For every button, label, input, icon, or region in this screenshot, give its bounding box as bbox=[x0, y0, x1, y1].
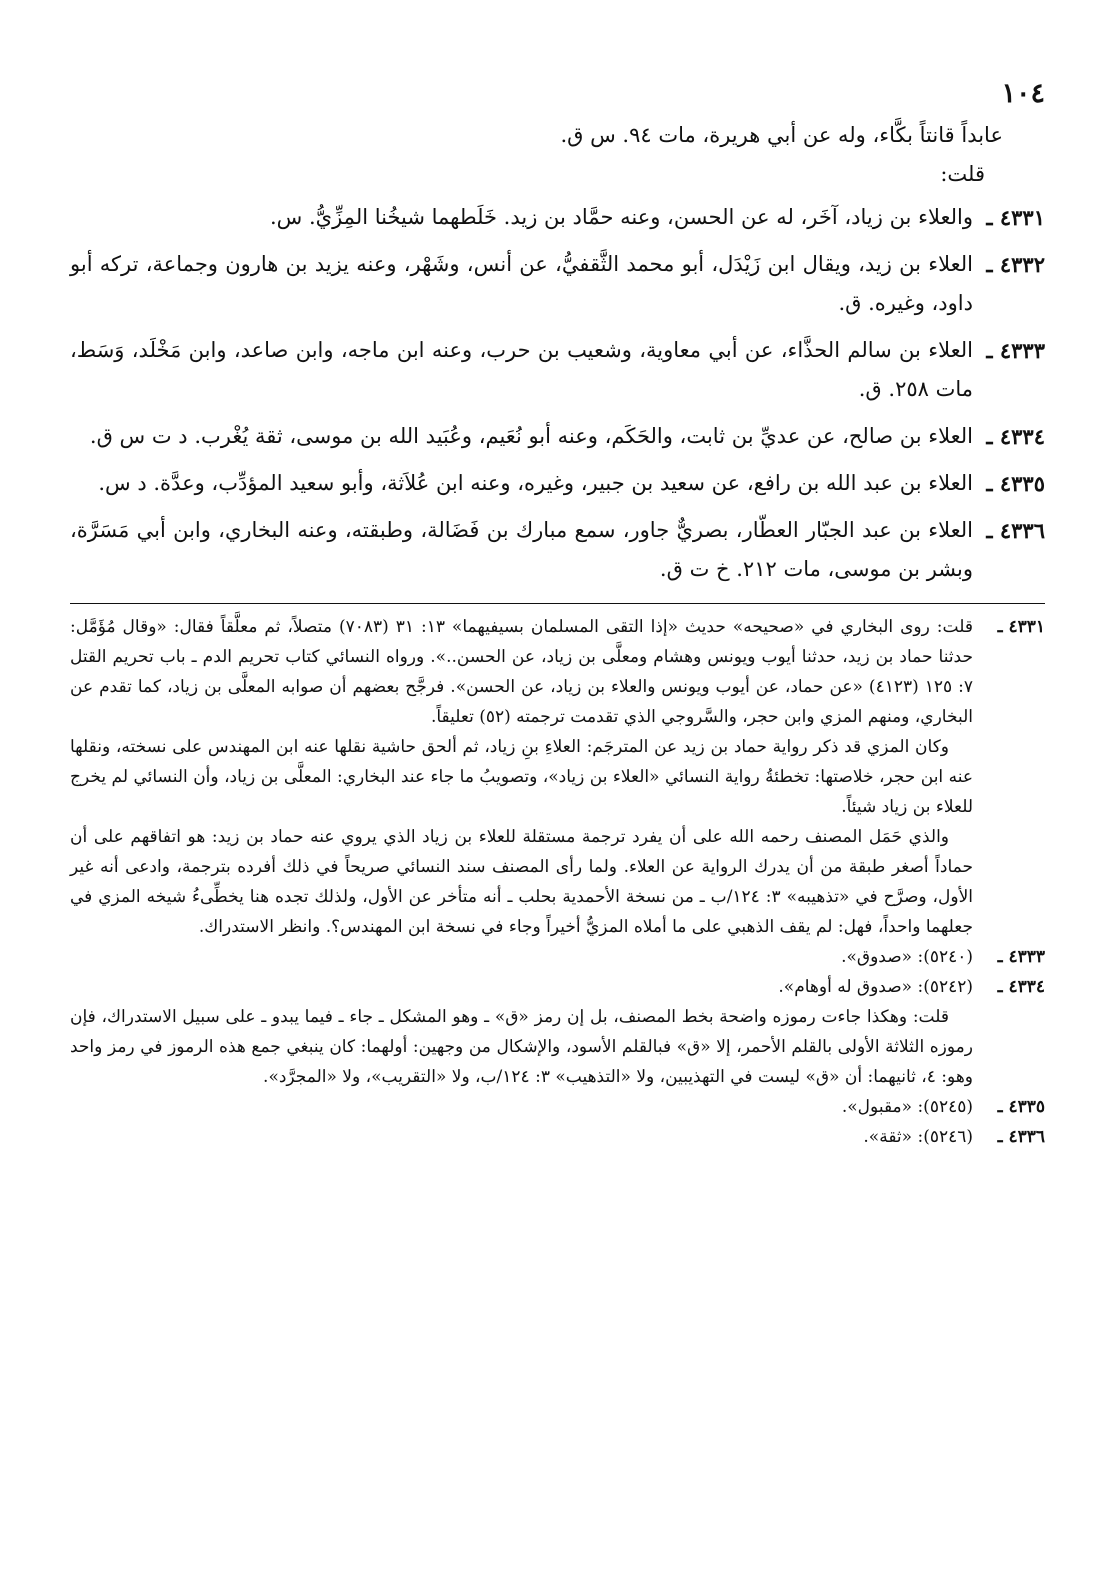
footnote-4335 bbox=[70, 1092, 1045, 1122]
entry-text: العلاء بن عبد الجبّار العطّار، بصريٌّ جاور، سمع مبارك بن فَضَالة، وطبقته، وعنه البخاري، وابن أبي مَسَرَّة، وبشر بن موسى، مات ٢١٢. خ ت ق. bbox=[70, 518, 973, 581]
continuation-text: عابداً قانتاً بكَّاء، وله عن أبي هريرة، مات ٩٤. س ق. bbox=[560, 123, 1003, 147]
footnote-number: ٤٣٣٦ ـ bbox=[975, 1122, 1045, 1152]
footnote-paragraph: (٥٢٤٠): «صدوق». bbox=[841, 947, 973, 967]
footnote-number: ٤٣٣٣ ـ bbox=[975, 942, 1045, 972]
entry-number: ٤٣٣٢ ـ bbox=[975, 245, 1045, 284]
footnote-paragraph: قلت: روى البخاري في «صحيحه» حديث «إذا التقى المسلمان بسيفيهما» ١٣: ٣١ (٧٠٨٣) متصلاً، ثم معلَّقاً فقال: «وقال مُؤَمَّل: حدثنا حماد بن زيد، حدثنا أيوب ويونس وهشام ومعلَّى بن زياد، عن الحسن..». ورواه النسائي كتاب تحريم الدم ـ باب تحريم القتل ٧: ١٢٥ (٤١٢٣) «عن حماد، عن أيوب ويونس والعلاء بن زياد، عن الحسن». فرجَّح بعضهم أن صوابه المعلَّى بن زياد، كما تقدم عن البخاري، ومنهم المزي وابن حجر، والسَّروجي الذي تقدمت ترجمته (٥٢) تعليقاً. bbox=[70, 617, 974, 727]
entry-number: ٤٣٣٤ ـ bbox=[975, 417, 1045, 456]
entry-number: ٤٣٣٣ ـ bbox=[975, 331, 1045, 370]
entry-4336 bbox=[70, 511, 1045, 589]
entry-4333 bbox=[70, 331, 1045, 409]
footnote-paragraph: قلت: وهكذا جاءت رموزه واضحة بخط المصنف، بل إن رمز «ق» ـ وهو المشكل ـ جاء ـ فيما يبدو ـ على سبيل الاستدراك، فإن رموزه الثلاثة الأولى بالقلم الأحمر، إلا «ق» فبالقلم الأسود، والإشكال من وجهين: أولهما: كان ينبغي جمع هذه الرموز في رمز واحد وهو: ٤، ثانيهما: أن «ق» ليست في التهذيبين، ولا «التذهيب» ٣: ١٢٤/ب، ولا «التقريب»، ولا «المجرَّد». bbox=[70, 1007, 973, 1087]
entry-number: ٤٣٣٦ ـ bbox=[975, 511, 1045, 550]
entry-4331 bbox=[70, 198, 1045, 237]
entry-4332 bbox=[70, 245, 1045, 323]
footnote-paragraph: (٥٢٤٦): «ثقة». bbox=[863, 1127, 973, 1147]
entry-4334 bbox=[70, 417, 1045, 456]
entry-text: العلاء بن سالم الحذَّاء، عن أبي معاوية، وشعيب بن حرب، وعنه ابن ماجه، وابن صاعد، وابن مَخْلَد، وَسَط، مات ٢٥٨. ق. bbox=[70, 338, 973, 401]
entry-text: العلاء بن صالح، عن عديِّ بن ثابت، والحَكَم، وعنه أبو نُعَيم، وعُبَيد الله بن موسى، ثقة يُغْرب. د ت س ق. bbox=[89, 424, 973, 448]
footnote-4334 bbox=[70, 972, 1045, 1092]
entry-4335 bbox=[70, 464, 1045, 503]
footnotes bbox=[70, 612, 1045, 1152]
footnote-divider bbox=[70, 603, 1045, 604]
footnote-paragraph: وكان المزي قد ذكر رواية حماد بن زيد عن المترجَم: العلاءِ بنِ زياد، ثم ألحق حاشية نقلها عنه ابن المهندس على نسخته، ونقلها عنه ابن حجر، خلاصتها: تخطئةُ رواية النسائي «العلاء بن زياد»، وتصويبُ ما جاء عند البخاري: المعلَّى بن زياد، وأن النسائي لم يخرج للعلاء بن زياد شيئاً. bbox=[70, 737, 973, 817]
footnote-number: ٤٣٣٥ ـ bbox=[975, 1092, 1045, 1122]
footnote-number: ٤٣٣٤ ـ bbox=[975, 972, 1045, 1002]
entry-text: العلاء بن زيد، ويقال ابن زَيْدَل، أبو محمد الثَّقفيُّ، عن أنس، وشَهْر، وعنه يزيد بن هارون وجماعة، تركه أبو داود، وغيره. ق. bbox=[70, 252, 973, 315]
footnote-number: ٤٣٣١ ـ bbox=[975, 612, 1045, 642]
footnote-paragraph: (٥٢٤٥): «مقبول». bbox=[841, 1097, 973, 1117]
footnote-paragraph: والذي حَمَل المصنف رحمه الله على أن يفرد ترجمة مستقلة للعلاء بن زياد الذي يروي عنه حماد بن زيد: هو اتفاقهم على أن حماداً أصغر طبقة من أن يدرك الرواية عن العلاء. ولما رأى المصنف سند النسائي صريحاً في ذلك أفرده بترجمة، وادعى أنه غير الأول، وصرَّح في «تذهيبه» ٣: ١٢٤/ب ـ من نسخة الأحمدية بحلب ـ أنه متأخر عن الأول، ولذلك تجده هنا يخطِّىءُ شيخه المزي في جعلهما واحداً، فهل: لم يقف الذهبي على ما أملاه المزيُّ أخيراً وجاء في نسخة ابن المهندس؟. وانظر الاستدراك. bbox=[70, 827, 974, 937]
main-text bbox=[70, 116, 1045, 589]
qult-heading: قلت: bbox=[940, 162, 985, 186]
footnote-4336 bbox=[70, 1122, 1045, 1152]
footnote-4333 bbox=[70, 942, 1045, 972]
footnote-paragraph: (٥٢٤٢): «صدوق له أوهام». bbox=[778, 977, 973, 997]
entry-text: العلاء بن عبد الله بن رافع، عن سعيد بن جبير، وغيره، وعنه ابن عُلاَثة، وأبو سعيد المؤدِّب، وعدَّة. د س. bbox=[98, 471, 973, 495]
footnote-4331 bbox=[70, 612, 1045, 942]
entry-number: ٤٣٣٥ ـ bbox=[975, 464, 1045, 503]
page-number: ١٠٤ bbox=[1001, 78, 1045, 109]
entry-text: والعلاء بن زياد، آخَر، له عن الحسن، وعنه حمَّاد بن زيد. خَلَطهما شيخُنا المِزِّيُّ. س. bbox=[270, 205, 973, 229]
book-page bbox=[70, 72, 1045, 1152]
entry-number: ٤٣٣١ ـ bbox=[975, 198, 1045, 237]
